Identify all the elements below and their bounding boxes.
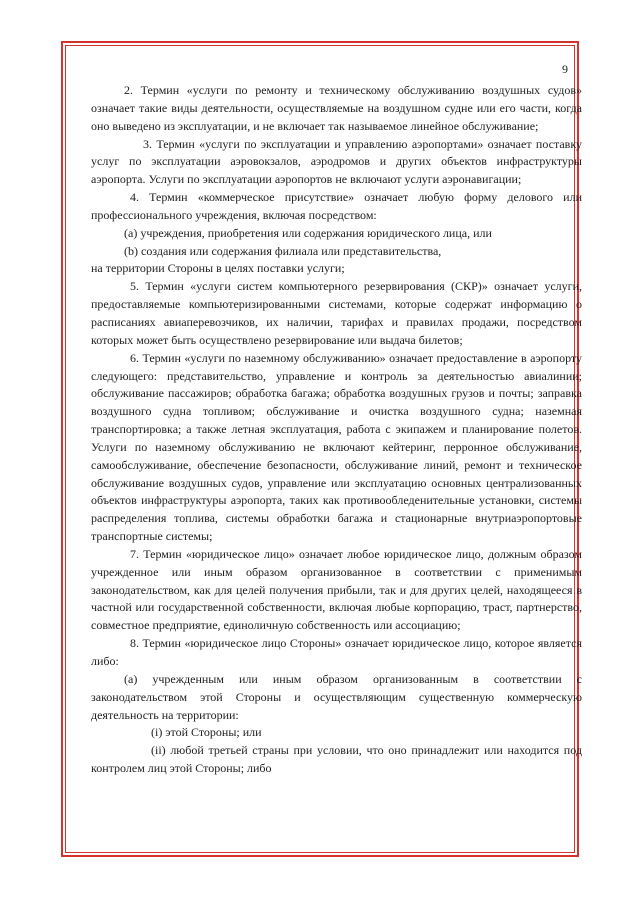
paragraph-4-tail: на территории Стороны в целях поставки услуги;	[91, 261, 345, 276]
page-number: 9	[562, 62, 568, 76]
paragraph-8-item-a-i: (i) этой Стороны; или	[151, 725, 262, 740]
paragraph-8-item-a-ii: (ii) любой третьей страны при условии, что оно принадлежит или находится под контролем лиц этой Стороны; либо	[91, 743, 582, 776]
paragraph-6: 6. Термин «услуги по наземному обслуживанию» означает предоставление в аэропорту следующего: представительство, управление и контроль за деятельностью авиалинии; обслуживание пассажиров; обработка багажа; обработка воздушных грузов и почты; заправка воздушного судна топливом; обслуживание и очистка воздушного судна; наземная транспортировка; а также летная эксплуатация, работа с экипажем и планирование полетов. Услуги по наземному обслуживанию не включают кейтеринг, перронное обслуживание, самообслуживание, обеспечение безопасности, обслуживание линий, ремонт и техническое обслуживание воздушных судов, управление или эксплуатацию основных централизованных объектов инфраструктуры аэропорта, таких как противообледенительные установки, системы распределения топлива, системы обработки багажа и стационарные внутриаэропортовые транспортные системы;	[91, 350, 582, 544]
paragraph-7: 7. Термин «юридическое лицо» означает любое юридическое лицо, должным образом учрежденное или иным образом организованное в соответствии с применимым законодательством, как для целей получения прибыли, так и для других целей, находящееся в частной или государственной собственности, включая любые корпорацию, траст, партнерство, совместное предприятие, единоличную собственность или ассоциацию;	[91, 546, 582, 633]
paragraph-5: 5. Термин «услуги систем компьютерного резервирования (СКР)» означает услуги, предоставляемые компьютеризированными системами, которые содержат информацию о расписаниях авиаперевозчиков, их наличии, тарифах и правилах продажи, посредством которых может быть осуществлено резервирование или выдача билетов;	[91, 279, 582, 347]
paragraph-4-item-b: (b) создания или содержания филиала или представительства,	[124, 243, 442, 258]
paragraph-8-item-a: (a) учрежденным или иным образом организованным в соответствии с законодательством этой Стороны и осуществляющим существенную коммерческую деятельность на территории:	[91, 671, 582, 722]
paragraph-4-item-a: (a) учреждения, приобретения или содержания юридического лица, или	[124, 225, 492, 240]
paragraph-2: 2. Термин «услуги по ремонту и техническому обслуживанию воздушных судов» означает такие виды деятельности, осуществляемые на воздушном судне или его части, когда оно выведено из эксплуатации, и не включает так называемое линейное обслуживание;	[91, 83, 582, 133]
paragraph-8: 8. Термин «юридическое лицо Стороны» означает юридическое лицо, которое является либо:	[91, 636, 582, 668]
paragraph-3: 3. Термин «услуги по эксплуатации и управлению аэропортами» означает поставку услуг по эксплуатации аэровокзалов, аэродромов и других объектов инфраструктуры аэропорта. Услуги по эксплуатации аэропортов не включают услуги аэронавигации;	[91, 136, 582, 187]
document-body	[91, 82, 582, 778]
paragraph-4: 4. Термин «коммерческое присутствие» означает любую форму делового или профессионального учреждения, включая посредством:	[91, 190, 582, 222]
